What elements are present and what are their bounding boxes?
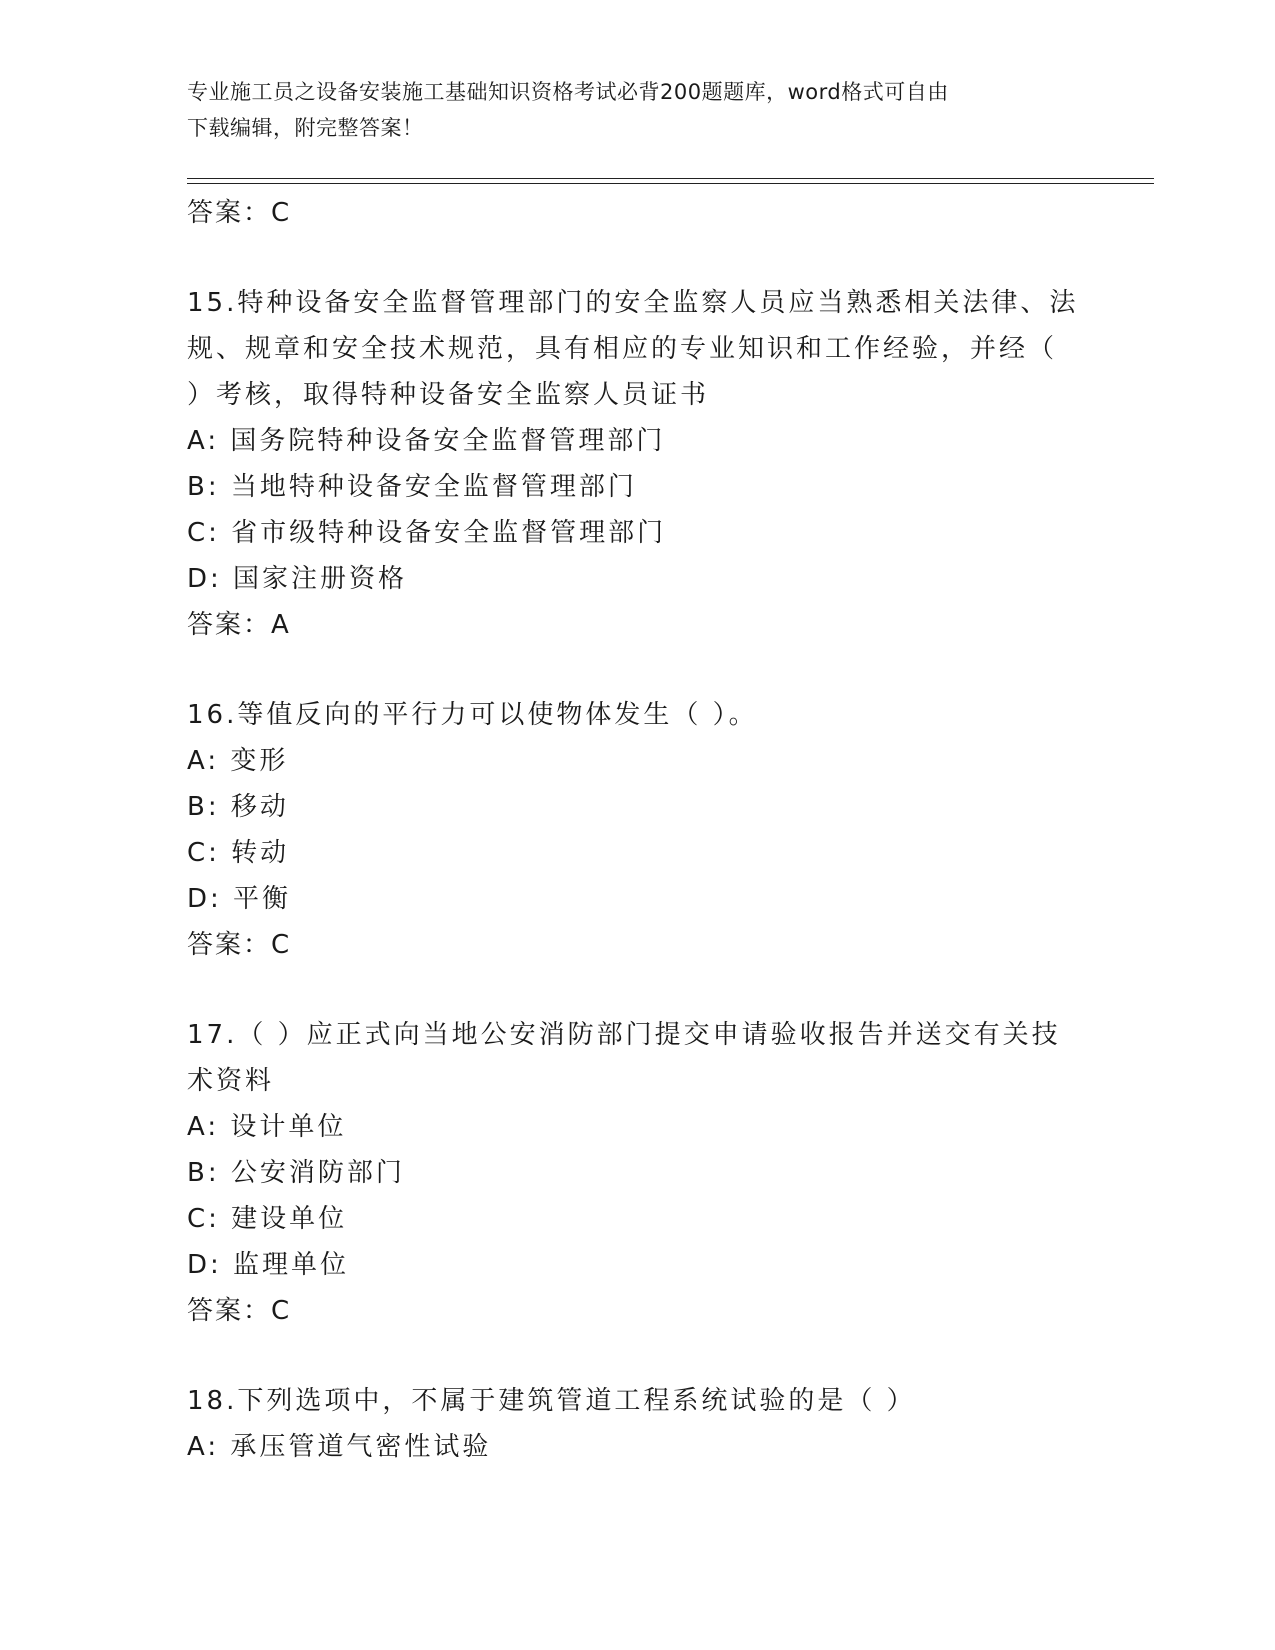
spacer <box>187 648 1087 692</box>
option-d: D: 国家注册资格 <box>187 564 408 594</box>
question-17 <box>187 1012 1087 1334</box>
option-d: D: 平衡 <box>187 884 292 914</box>
option-a: A: 设计单位 <box>187 1112 347 1142</box>
header-divider-top <box>187 178 1154 179</box>
header-line-2: 下载编辑，附完整答案！ <box>187 116 424 140</box>
header-divider-bottom <box>187 183 1154 184</box>
option-b: B: 移动 <box>187 792 289 822</box>
answer-q16: 答案：C <box>187 930 292 960</box>
document-header <box>187 74 1087 146</box>
option-d: D: 监理单位 <box>187 1250 350 1280</box>
question-15 <box>187 280 1087 648</box>
question-text-line: 规、规章和安全技术规范，具有相应的专业知识和工作经验，并经（ <box>187 334 1058 364</box>
option-a: A: 国务院特种设备安全监督管理部门 <box>187 426 666 456</box>
question-text-line: 术资料 <box>187 1066 275 1096</box>
question-list <box>187 190 1087 1470</box>
header-line-1: 专业施工员之设备安装施工基础知识资格考试必背200题题库，word格式可自由 <box>187 80 949 104</box>
question-text-line: ）考核，取得特种设备安全监察人员证书 <box>187 380 710 410</box>
option-b: B: 公安消防部门 <box>187 1158 405 1188</box>
question-16 <box>187 692 1087 968</box>
spacer <box>187 236 1087 280</box>
option-c: C: 转动 <box>187 838 290 868</box>
spacer <box>187 1334 1087 1378</box>
answer-q15: 答案：A <box>187 610 291 640</box>
question-text-line: 18.下列选项中，不属于建筑管道工程系统试验的是（ ） <box>187 1386 916 1416</box>
answer-q14: 答案：C <box>187 198 292 228</box>
question-18 <box>187 1378 1087 1470</box>
option-c: C: 省市级特种设备安全监督管理部门 <box>187 518 667 548</box>
option-b: B: 当地特种设备安全监督管理部门 <box>187 472 637 502</box>
option-a: A: 变形 <box>187 746 289 776</box>
option-c: C: 建设单位 <box>187 1204 348 1234</box>
question-text-line: 17.（ ）应正式向当地公安消防部门提交申请验收报告并送交有关技 <box>187 1020 1061 1050</box>
spacer <box>187 968 1087 1012</box>
answer-q17: 答案：C <box>187 1296 292 1326</box>
question-text-line: 16.等值反向的平行力可以使物体发生（ ）。 <box>187 700 758 730</box>
option-a: A: 承压管道气密性试验 <box>187 1432 492 1462</box>
question-text-line: 15.特种设备安全监督管理部门的安全监察人员应当熟悉相关法律、法 <box>187 288 1079 318</box>
